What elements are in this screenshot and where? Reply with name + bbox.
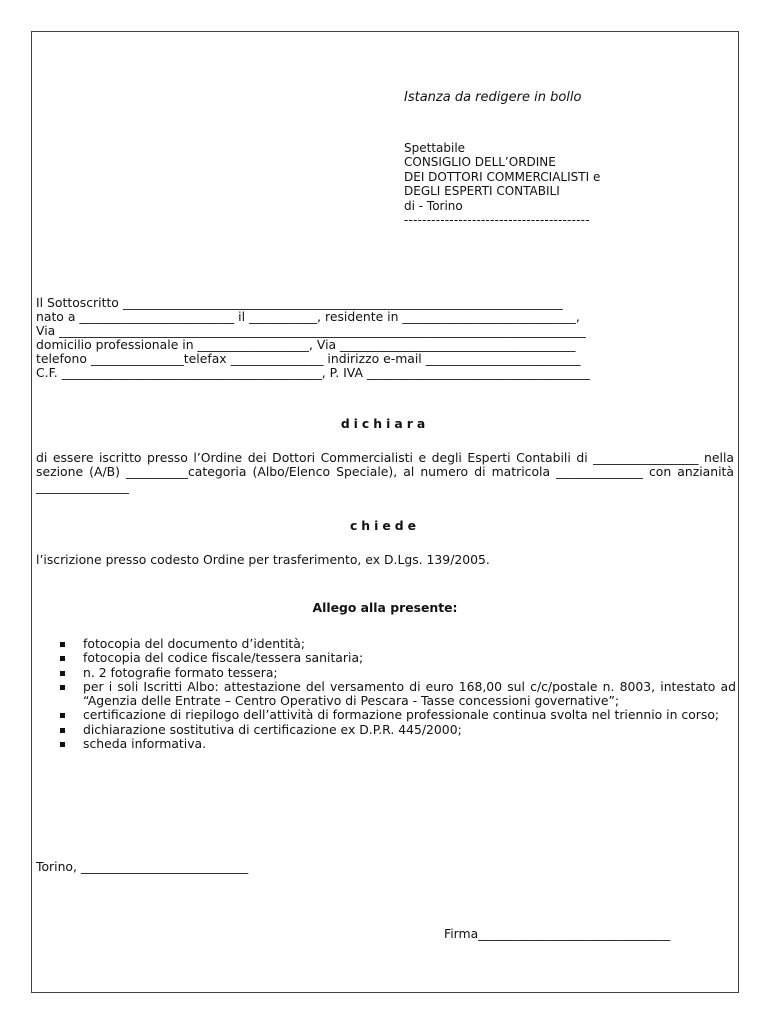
bollo-note: Istanza da redigere in bollo bbox=[404, 90, 582, 105]
recipient-address bbox=[404, 141, 600, 227]
bullet-icon bbox=[60, 685, 65, 690]
attachments-list bbox=[58, 637, 736, 751]
personal-data-fields bbox=[36, 296, 736, 381]
list-item bbox=[58, 723, 736, 737]
list-item-text: scheda informativa. bbox=[83, 736, 207, 752]
bullet-icon bbox=[60, 671, 65, 676]
list-item-text: n. 2 fotografie formato tessera; bbox=[83, 664, 278, 680]
bullet-icon bbox=[60, 713, 65, 718]
dichiara-text: di essere iscritto presso l’Ordine dei Dottori Commercialisti e degli Esperti Contabili di _________________ nella sezione (A/B) __________categoria (Albo/Elenco Speciale), al numero di matricola ______________ con anzianità _______________ bbox=[36, 450, 734, 494]
field-sottoscritto[interactable]: Il Sottoscritto _______________________________________________________________________ bbox=[36, 295, 563, 310]
bullet-icon bbox=[60, 728, 65, 733]
chiede-text: l’iscrizione presso codesto Ordine per trasferimento, ex D.Lgs. 139/2005. bbox=[36, 552, 490, 567]
address-line: CONSIGLIO DELL’ORDINE bbox=[404, 155, 556, 170]
dichiara-title: dichiara bbox=[340, 416, 430, 431]
allego-title: Allego alla presente: bbox=[312, 600, 458, 615]
list-item-text: fotocopia del documento d’identità; bbox=[83, 636, 306, 651]
field-codice-fiscale[interactable]: C.F. __________________________________________, P. IVA ____________________________________ bbox=[36, 365, 590, 381]
list-item bbox=[58, 708, 736, 722]
address-line: DEI DOTTORI COMMERCIALISTI e bbox=[404, 169, 601, 184]
signature-field[interactable]: Firma_______________________________ bbox=[444, 926, 671, 941]
list-item bbox=[58, 637, 736, 651]
list-item-text: certificazione di riepilogo dell’attività di formazione professionale continua svolta nel triennio in corso; bbox=[83, 707, 720, 723]
field-telefono[interactable]: telefono _______________telefax _______________ indirizzo e-mail _________________________ bbox=[36, 351, 581, 367]
list-item bbox=[58, 680, 736, 709]
page-frame bbox=[31, 31, 739, 993]
field-domicilio[interactable]: domicilio professionale in __________________, Via ______________________________________ bbox=[36, 337, 576, 353]
list-item bbox=[58, 666, 736, 680]
list-item bbox=[58, 737, 736, 751]
address-line: di - Torino bbox=[404, 198, 463, 213]
address-line: ----------------------------------------- bbox=[404, 212, 590, 227]
list-item-text: fotocopia del codice fiscale/tessera sanitaria; bbox=[83, 650, 364, 666]
bullet-icon bbox=[60, 656, 65, 661]
list-item-text: per i soli Iscritti Albo: attestazione del versamento di euro 168,00 sul c/c/postale n. 8003, intestato ad “Agenzia delle Entrate – Centro Operativo di Pescara - Tasse concessioni governative”; bbox=[83, 678, 736, 709]
bullet-icon bbox=[60, 742, 65, 747]
field-nato-a[interactable]: nato a _________________________ il ___________, residente in ____________________________, bbox=[36, 309, 580, 325]
field-via[interactable]: Via _____________________________________________________________________________________ bbox=[36, 323, 586, 339]
place-date-field[interactable]: Torino, ___________________________ bbox=[36, 859, 249, 874]
list-item bbox=[58, 651, 736, 665]
list-item-text: dichiarazione sostitutiva di certificazione ex D.P.R. 445/2000; bbox=[83, 721, 462, 737]
chiede-title: chiede bbox=[349, 518, 421, 533]
bullet-icon bbox=[60, 642, 65, 647]
address-line: DEGLI ESPERTI CONTABILI bbox=[404, 184, 560, 199]
address-line: Spettabile bbox=[404, 141, 466, 155]
